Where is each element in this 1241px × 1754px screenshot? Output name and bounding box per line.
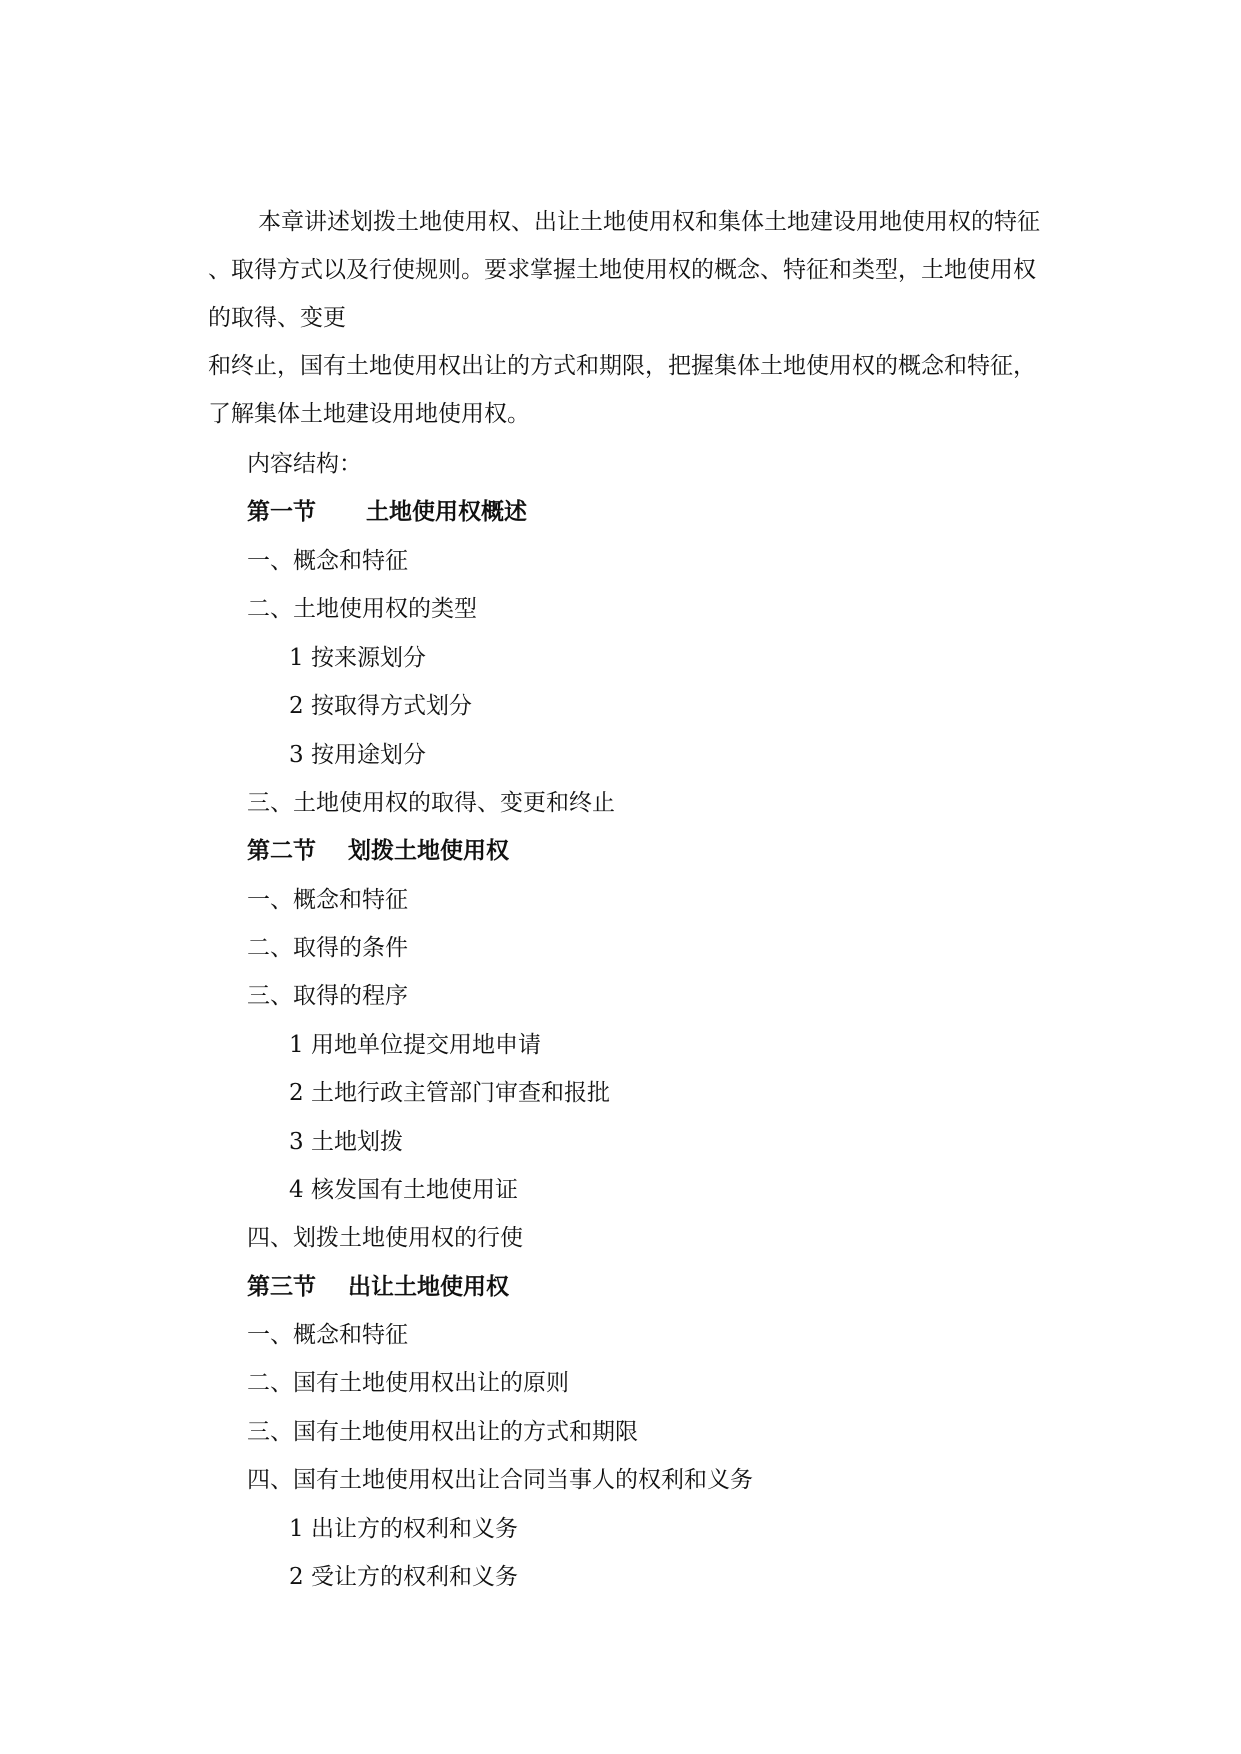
outline-item: 三、取得的程序 bbox=[247, 983, 408, 1009]
outline-item: 四、国有土地使用权出让合同当事人的权利和义务 bbox=[247, 1467, 753, 1493]
outline-subitem: 3 土地划拨 bbox=[289, 1129, 403, 1155]
outline-item: 三、国有土地使用权出让的方式和期限 bbox=[247, 1419, 638, 1445]
section-heading bbox=[247, 1272, 509, 1302]
outline-subitem: 3 按用途划分 bbox=[289, 742, 426, 768]
outline-subitem: 1 用地单位提交用地申请 bbox=[289, 1032, 541, 1058]
section-heading bbox=[247, 497, 527, 527]
intro-line: 、取得方式以及行使规则。要求掌握土地使用权的概念、特征和类型，土地使用权 bbox=[208, 257, 1036, 283]
outline-item: 四、划拨土地使用权的行使 bbox=[247, 1225, 523, 1251]
outline-item: 二、土地使用权的类型 bbox=[247, 596, 477, 622]
outline-item: 二、取得的条件 bbox=[247, 935, 408, 961]
section-number: 第一节 bbox=[247, 498, 316, 525]
structure-label: 内容结构： bbox=[247, 451, 362, 477]
section-title: 出让土地使用权 bbox=[348, 1273, 509, 1300]
section-number: 第二节 bbox=[247, 837, 316, 864]
outline-subitem: 1 出让方的权利和义务 bbox=[289, 1516, 518, 1542]
outline-item: 二、国有土地使用权出让的原则 bbox=[247, 1370, 569, 1396]
outline-subitem: 2 土地行政主管部门审查和报批 bbox=[289, 1080, 610, 1106]
outline-item: 三、土地使用权的取得、变更和终止 bbox=[247, 790, 615, 816]
outline-subitem: 4 核发国有土地使用证 bbox=[289, 1177, 518, 1203]
intro-line: 和终止，国有土地使用权出让的方式和期限，把握集体土地使用权的概念和特征， bbox=[208, 353, 1036, 379]
outline-subitem: 2 受让方的权利和义务 bbox=[289, 1564, 518, 1590]
section-number: 第三节 bbox=[247, 1273, 316, 1300]
intro-line: 了解集体土地建设用地使用权。 bbox=[208, 401, 530, 427]
intro-line: 的取得、变更 bbox=[208, 305, 346, 331]
section-title: 土地使用权概述 bbox=[366, 498, 527, 525]
intro-line: 本章讲述划拨土地使用权、出让土地使用权和集体土地建设用地使用权的特征 bbox=[258, 209, 1040, 235]
outline-item: 一、概念和特征 bbox=[247, 1322, 408, 1348]
outline-item: 一、概念和特征 bbox=[247, 887, 408, 913]
section-heading bbox=[247, 836, 509, 866]
outline-item: 一、概念和特征 bbox=[247, 548, 408, 574]
section-title: 划拨土地使用权 bbox=[348, 837, 509, 864]
outline-subitem: 2 按取得方式划分 bbox=[289, 693, 472, 719]
outline-subitem: 1 按来源划分 bbox=[289, 645, 426, 671]
